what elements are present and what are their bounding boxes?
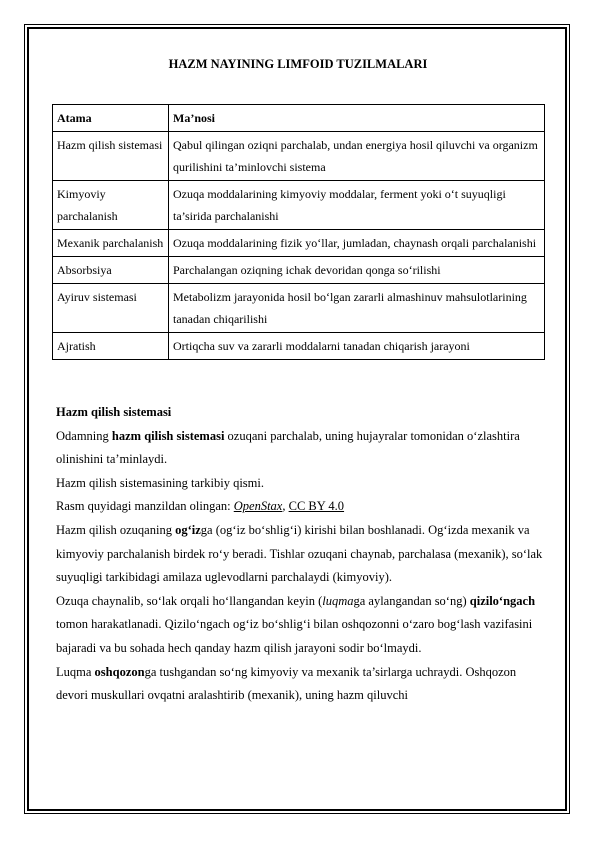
column-header-term: Atama xyxy=(53,105,169,132)
figure-caption: Hazm qilish sistemasining tarkibiy qismi. xyxy=(56,475,264,490)
table-row xyxy=(53,132,545,181)
glossary-table xyxy=(52,104,545,360)
table-row xyxy=(53,284,545,333)
table-row xyxy=(53,333,545,360)
term-cell: Absorbsiya xyxy=(53,257,169,284)
paragraph: Ozuqa chaynalib, so‘lak orqali ho‘llangandan keyin (luqmaga aylangandan so‘ng) qizilo‘ngach tomon harakatlanadi. Qizilo‘ngach og‘iz bo‘shlig‘i bilan oshqozonni o‘zaro bog‘lash vazifasini bajaradi va bu sohada hech qanday hazm qilish jarayoni sodir bo‘lmaydi. xyxy=(56,593,536,655)
openstax-link[interactable]: OpenStax xyxy=(233,499,283,514)
table-row xyxy=(53,257,545,284)
section-heading: Hazm qilish sistemasi xyxy=(56,405,172,419)
term-cell: Mexanik parchalanish xyxy=(53,230,169,257)
meaning-cell: Ozuqa moddalarining fizik yo‘llar, jumladan, chaynash orqali parchalanishi xyxy=(169,230,545,257)
meaning-cell: Ortiqcha suv va zararli moddalarni tanadan chiqarish jarayoni xyxy=(169,333,545,360)
term-cell: Ayiruv sistemasi xyxy=(53,284,169,333)
table-row xyxy=(53,181,545,230)
term-cell: Hazm qilish sistemasi xyxy=(53,132,169,181)
paragraph: Odamning hazm qilish sistemasi ozuqani parchalab, uning hujayralar tomonidan o‘zlashtira olinishini ta’minlaydi. xyxy=(56,428,520,467)
source-line: Rasm quyidagi manzildan olingan: OpenStax, CC BY 4.0 xyxy=(56,499,345,514)
column-header-meaning: Ma’nosi xyxy=(169,105,545,132)
table-row xyxy=(53,230,545,257)
term-cell: Ajratish xyxy=(53,333,169,360)
section-body xyxy=(56,401,544,708)
meaning-cell: Qabul qilingan oziqni parchalab, undan energiya hosil qiluvchi va organizm qurilishini ta’minlovchi sistema xyxy=(169,132,545,181)
license-link[interactable]: CC BY 4.0 xyxy=(288,499,345,514)
term-cell: Kimyoviy parchalanish xyxy=(53,181,169,230)
table-header-row xyxy=(53,105,545,132)
meaning-cell: Metabolizm jarayonida hosil bo‘lgan zararli almashinuv mahsulotlarining tanadan chiqarilishi xyxy=(169,284,545,333)
meaning-cell: Parchalangan oziqning ichak devoridan qonga so‘rilishi xyxy=(169,257,545,284)
document-title: HAZM NAYINING LIMFOID TUZILMALARI xyxy=(168,57,428,71)
paragraph: Luqma oshqozonga tushgandan so‘ng kimyoviy va mexanik ta’sirlarga uchraydi. Oshqozon devori muskullari ovqatni aralashtirib (mexanik), uning hazm qiluvchi xyxy=(56,664,517,703)
paragraph: Hazm qilish ozuqaning og‘izga (og‘iz bo‘shlig‘i) kirishi bilan boshlanadi. Og‘izda mexanik va kimyoviy parchalanish birdek ro‘y beradi. Tishlar ozuqani chaynab, parchalasa (mexanik), so‘lak suyuqligi tarkibidagi amilaza uglevodlarni parchalaydi (kimyoviy). xyxy=(56,522,543,585)
meaning-cell: Ozuqa moddalarining kimyoviy moddalar, ferment yoki o‘t suyuqligi ta’sirida parchalanishi xyxy=(169,181,545,230)
